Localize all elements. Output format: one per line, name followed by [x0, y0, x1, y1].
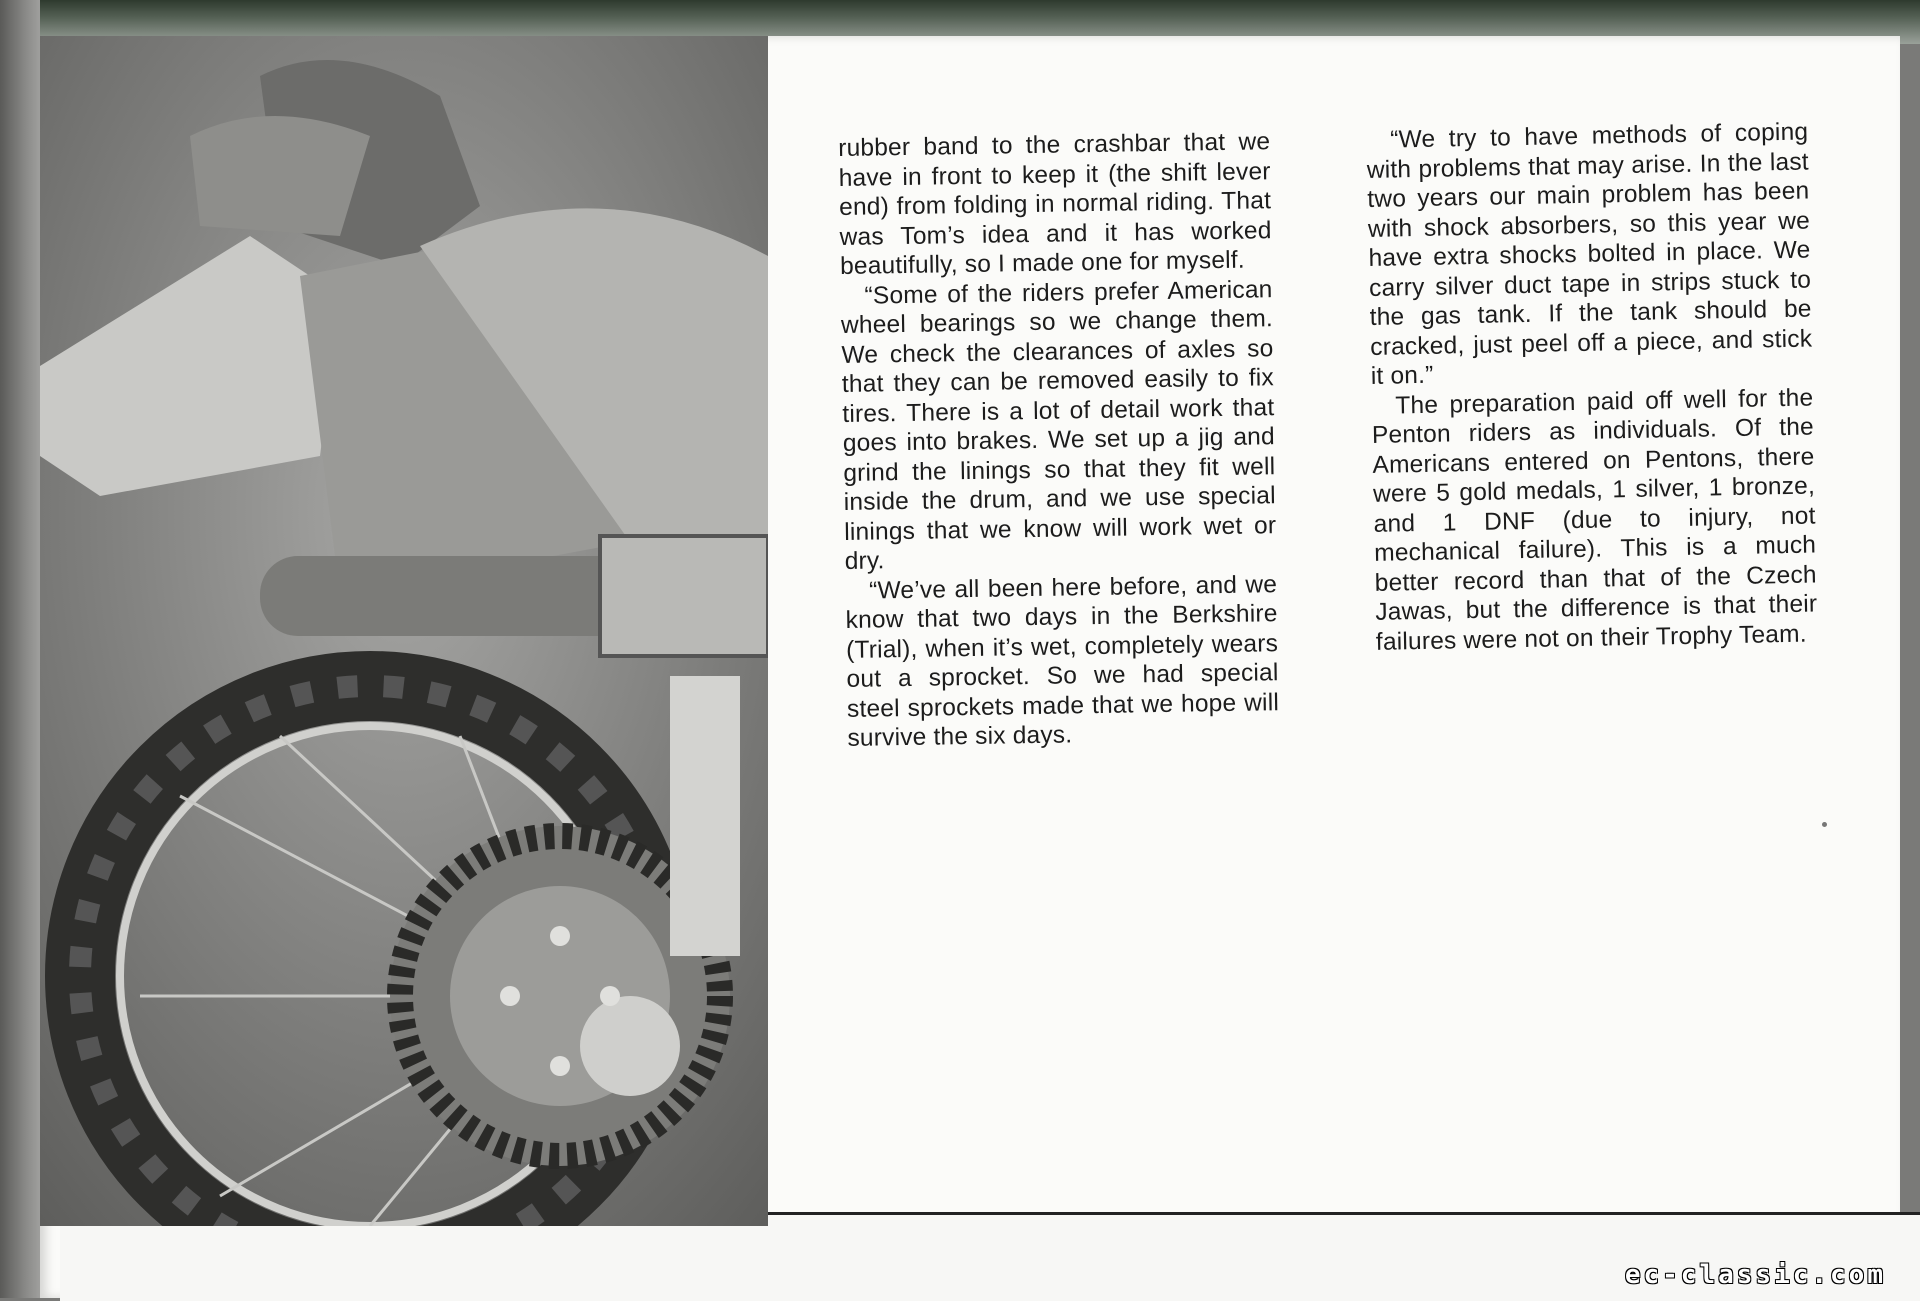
paragraph-methods: “We try to have methods of coping with problems that may arise. In the last two years our main problem has been with shock absorbers, so this year we have extra shocks bolted in place. We carry silver duct tape in strips stuck to the gas tank. If the tank should be cracked, just peel off a piece, and stick it on.” — [1366, 118, 1813, 390]
paragraph-results: The preparation paid off well for the Penton riders as individuals. Of the Americans entered on Pentons, there were 5 gold medals, 1 silver, 1 bronze, and 1 DNF (due to injury, not mechanical failure). This is a much better record than that of the Czech Jawas, but the difference is that their failures were not on their Trophy Team. — [1371, 383, 1818, 656]
paragraph-wheel-bearings: “Some of the riders prefer American wheel bearings so we change them. We check the clearances of axles so that they can be removed easily to fix tires. There is a lot of detail work that goes into brakes. We set up a jig and grind the linings so that they fit well inside the drum, and we use special linings that we know will work wet or dry. — [840, 275, 1277, 575]
paragraph-sprockets: “We’ve all been here before, and we know that two days in the Berkshire (Trial), when it’s wet, completely wears out a sprocket. So we had special steel sprockets made that we hope will survive the six days. — [845, 570, 1280, 752]
page-speck — [1822, 822, 1827, 827]
paragraph-crashbar: rubber band to the crashbar that we have in front to keep it (the shift lever end) from folding in normal riding. That was Tom’s idea and it has worked beautifully, so I made one for myself. — [838, 128, 1272, 280]
motorcycle-rear-wheel-photo — [40, 36, 768, 1226]
text-column-right — [1366, 118, 1818, 657]
text-column-left — [838, 127, 1280, 753]
watermark: ec-classic.com — [1624, 1260, 1886, 1290]
